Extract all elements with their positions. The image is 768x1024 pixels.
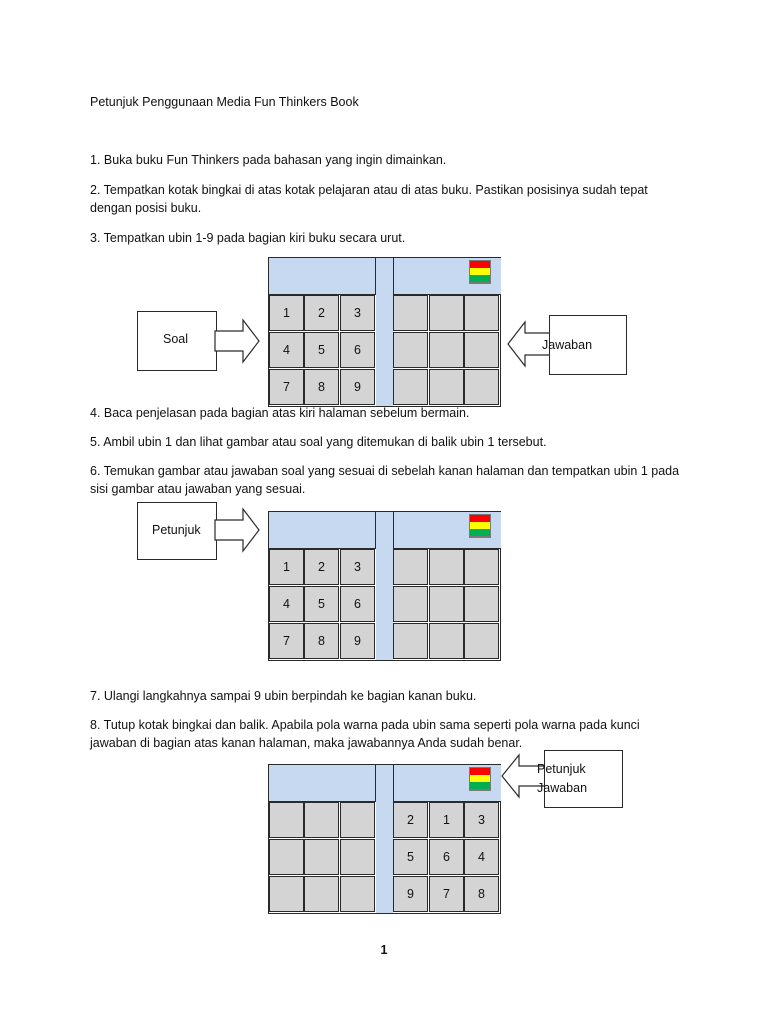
tile-right: 6 [429, 839, 464, 875]
tile-left: 8 [304, 623, 339, 659]
tile-left [269, 802, 304, 838]
page-title: Petunjuk Penggunaan Media Fun Thinkers Book [90, 95, 359, 109]
tile-right: 4 [464, 839, 499, 875]
tile-left [304, 802, 339, 838]
tile-left: 2 [304, 295, 339, 331]
tile-left: 1 [269, 295, 304, 331]
tile-right [429, 586, 464, 622]
step-2: 2. Tempatkan kotak bingkai di atas kotak pelajaran atau di atas buku. Pastikan posisinya sudah tepat dengan posisi buku. [90, 183, 648, 215]
color-key-icon [469, 514, 491, 538]
board-header-left [269, 258, 376, 295]
tile-right [429, 369, 464, 405]
tile-right: 9 [393, 876, 428, 912]
arrow-right-icon [215, 508, 261, 552]
page-number: 1 [380, 943, 388, 957]
tile-left [269, 876, 304, 912]
tile-left: 5 [304, 586, 339, 622]
tile-left: 6 [340, 586, 375, 622]
tile-right [464, 586, 499, 622]
tile-left: 9 [340, 623, 375, 659]
tile-right [429, 549, 464, 585]
tile-left [304, 839, 339, 875]
tile-left: 3 [340, 549, 375, 585]
tile-left: 4 [269, 586, 304, 622]
tile-left [340, 802, 375, 838]
step-3: 3. Tempatkan ubin 1-9 pada bagian kiri buku secara urut. [90, 231, 406, 245]
soal-label: Soal [163, 332, 189, 346]
step-5: 5. Ambil ubin 1 dan lihat gambar atau soal yang ditemukan di balik ubin 1 tersebut. [90, 435, 547, 449]
color-key-stripe [470, 782, 490, 790]
tile-left: 9 [340, 369, 375, 405]
petunjuk-box [137, 502, 217, 560]
tile-left: 7 [269, 623, 304, 659]
board-diagram-3 [268, 764, 501, 914]
tile-right [393, 623, 428, 659]
petunjuk-jawaban-label-1: Petunjuk [537, 762, 586, 776]
tile-left: 1 [269, 549, 304, 585]
tile-right [429, 295, 464, 331]
board-diagram-2 [268, 511, 501, 661]
tile-right: 8 [464, 876, 499, 912]
board-spine [376, 258, 393, 406]
color-key-stripe [470, 275, 490, 283]
step-7: 7. Ulangi langkahnya sampai 9 ubin berpindah ke bagian kanan buku. [90, 689, 477, 703]
tile-left: 4 [269, 332, 304, 368]
tile-left: 2 [304, 549, 339, 585]
tile-right [464, 623, 499, 659]
petunjuk-jawaban-box [544, 750, 623, 808]
jawaban-label: Jawaban [542, 338, 593, 352]
tile-left: 8 [304, 369, 339, 405]
tile-right [393, 332, 428, 368]
tile-left [340, 839, 375, 875]
tile-left [304, 876, 339, 912]
color-key-icon [469, 260, 491, 284]
tile-left: 5 [304, 332, 339, 368]
tile-left: 6 [340, 332, 375, 368]
tile-right [393, 549, 428, 585]
petunjuk-jawaban-label-2: Jawaban [537, 781, 588, 795]
color-key-stripe [470, 529, 490, 537]
petunjuk-label: Petunjuk [152, 523, 201, 537]
arrow-right-icon [215, 319, 261, 363]
tile-left: 3 [340, 295, 375, 331]
tile-right [464, 332, 499, 368]
tile-right [429, 332, 464, 368]
tile-left [340, 876, 375, 912]
tile-left [269, 839, 304, 875]
soal-box [137, 311, 217, 371]
board-spine [376, 765, 393, 913]
tile-right [429, 623, 464, 659]
step-6: 6. Temukan gambar atau jawaban soal yang sesuai di sebelah kanan halaman dan tempatkan ubin 1 pada sisi gambar atau jawaban yang sesuai. [90, 464, 680, 496]
tile-left: 7 [269, 369, 304, 405]
tile-right: 5 [393, 839, 428, 875]
step-4: 4. Baca penjelasan pada bagian atas kiri halaman sebelum bermain. [90, 406, 470, 420]
tile-right [464, 369, 499, 405]
board-spine [376, 512, 393, 660]
tile-right [393, 586, 428, 622]
tile-right: 3 [464, 802, 499, 838]
board-header-left [269, 512, 376, 549]
step-1: 1. Buka buku Fun Thinkers pada bahasan yang ingin dimainkan. [90, 153, 447, 167]
board-header-left [269, 765, 376, 802]
tile-right [464, 295, 499, 331]
tile-right [393, 295, 428, 331]
tile-right [464, 549, 499, 585]
tile-right [393, 369, 428, 405]
board-diagram-1 [268, 257, 501, 407]
tile-right: 2 [393, 802, 428, 838]
tile-right: 7 [429, 876, 464, 912]
step-8: 8. Tutup kotak bingkai dan balik. Apabila pola warna pada ubin sama seperti pola warna pada kunci jawaban di bagian atas kanan halaman, maka jawabannya Anda sudah benar. [90, 718, 640, 750]
color-key-icon [469, 767, 491, 791]
tile-right: 1 [429, 802, 464, 838]
